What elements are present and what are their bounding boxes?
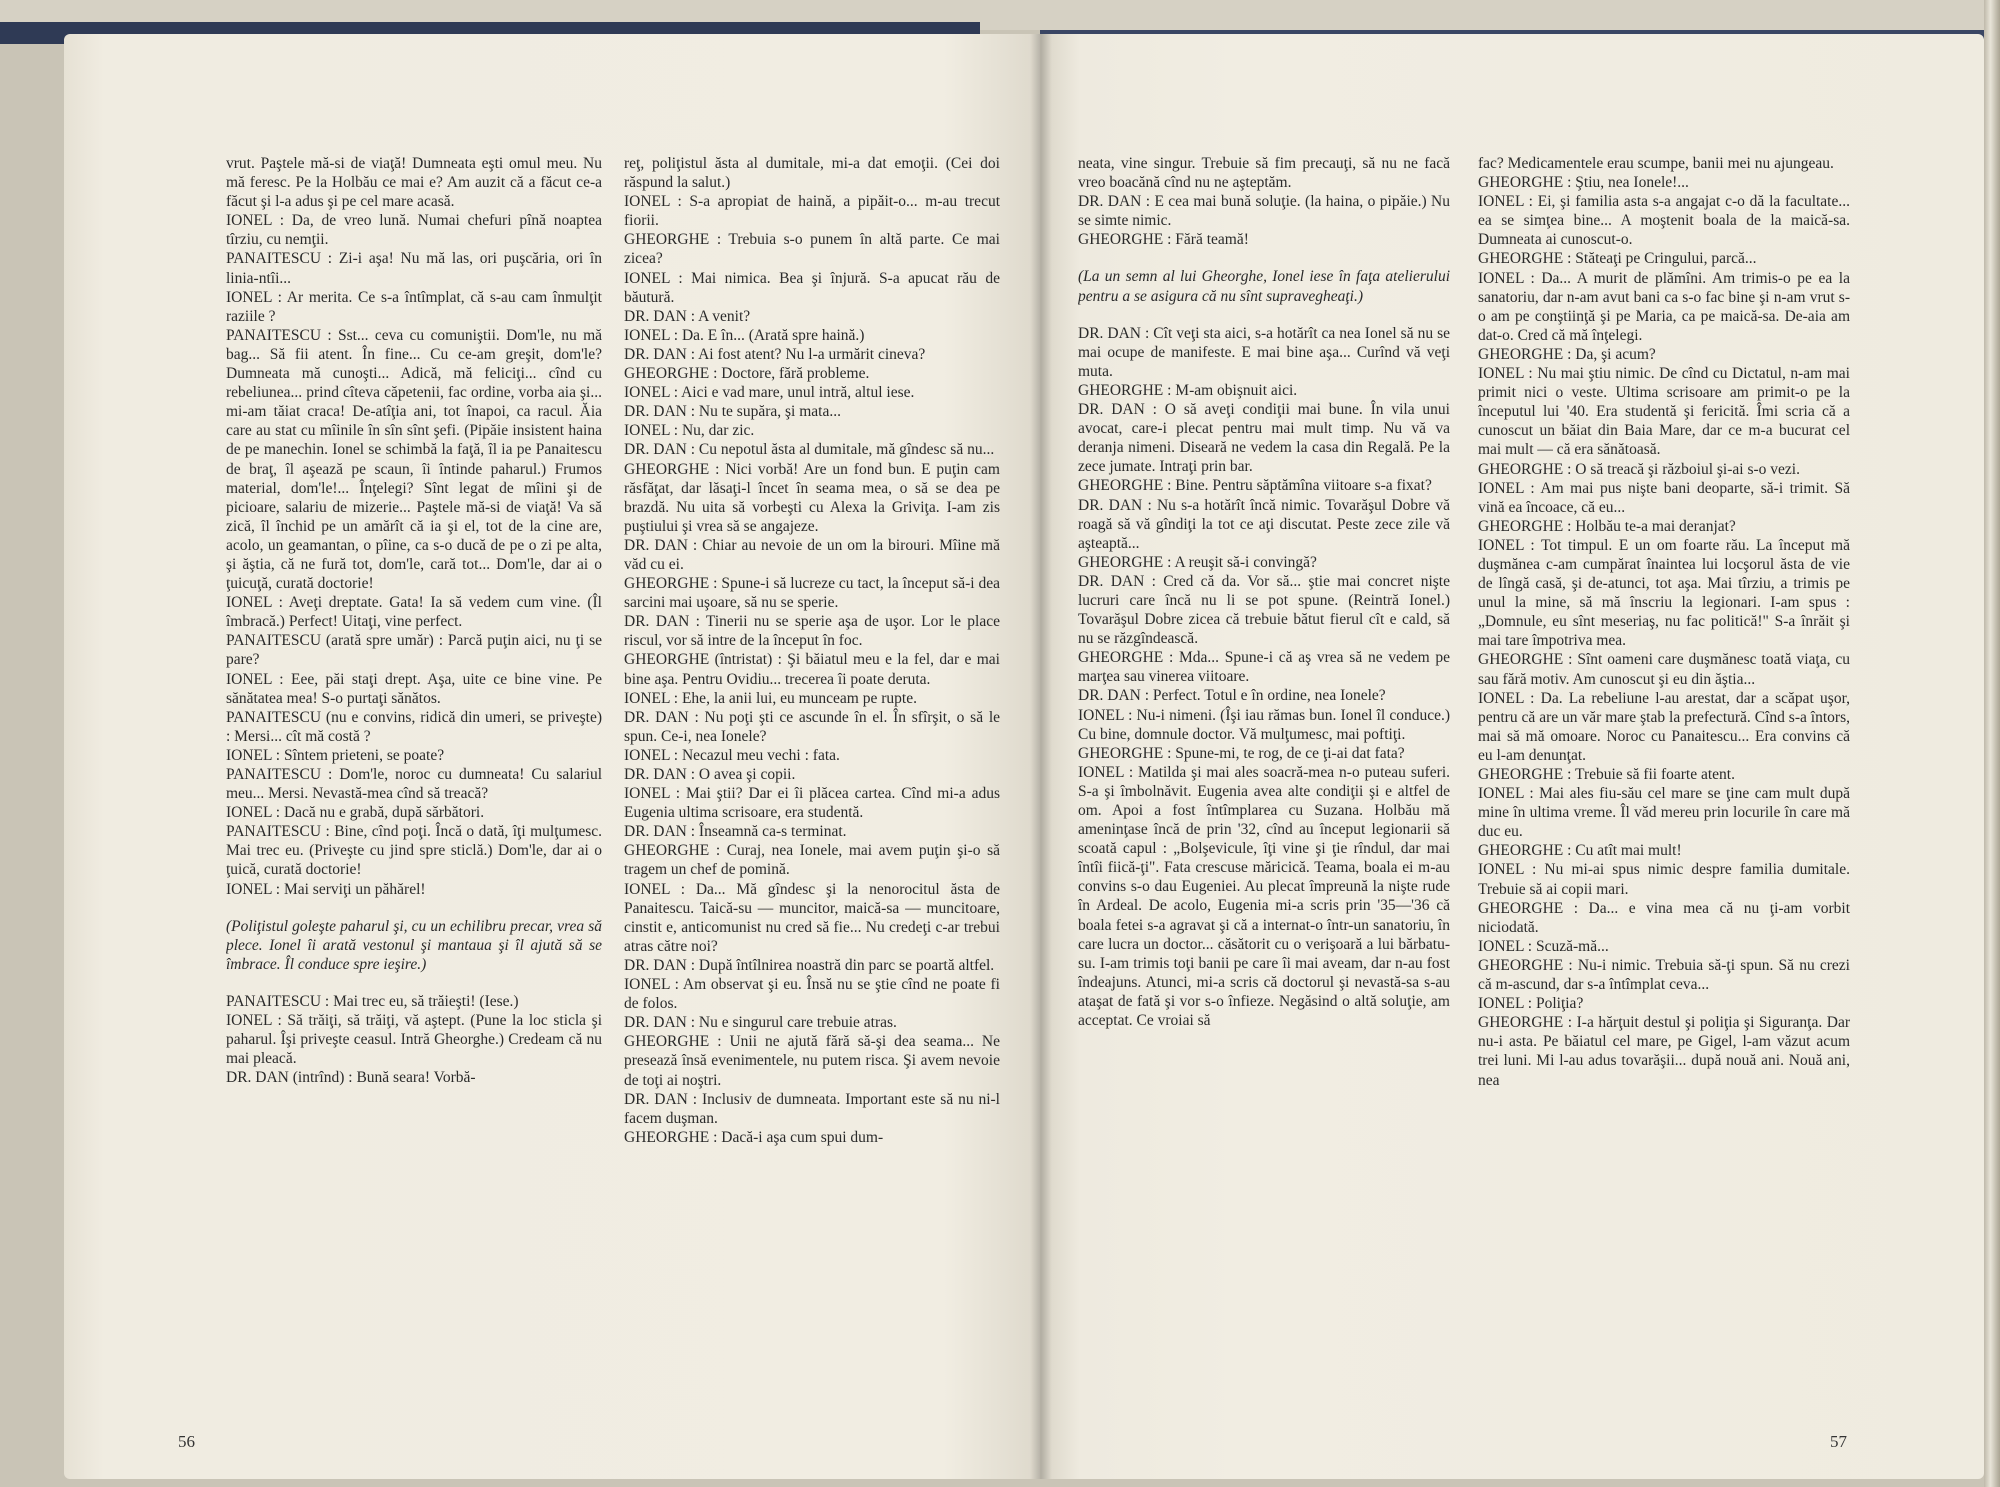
dialogue-paragraph: DR. DAN : Nu e singurul care trebuie atras.	[624, 1014, 897, 1032]
dialogue-paragraph: PANAITESCU : Bine, cînd poţi. Încă o dată, îţi mulţumesc. Mai trec eu. (Priveşte cu jind spre sticlă.) Dom'le, dar ai o ţuică, curată doctorie!	[226, 823, 602, 879]
page-number-right: 57	[1830, 1432, 1847, 1451]
dialogue-paragraph: PANAITESCU : Mai trec eu, să trăieşti! (Iese.)	[226, 992, 519, 1010]
dialogue-paragraph: IONEL : Tot timpul. E un om foarte rău. La început mă duşmănea c-am cumpărat înaintea lui locşorul ăsta de vie de lîngă casă, şi de-atunci, tot aşa. Mai tîrziu, a trimis pe unul la mine, să mă înscriu la legionari. I-am spus : „Domnule, eu sînt meseriaş, nu fac politică!" S-a înrăit şi mai tare împotriva mea.	[1478, 536, 1850, 650]
dialogue-paragraph: PANAITESCU : Dom'le, noroc cu dumneata! Cu salariul meu... Mersi. Nevastă-mea cînd să treacă?	[226, 766, 602, 803]
dialogue-paragraph: GHEORGHE : Doctore, fără probleme.	[624, 365, 870, 383]
dialogue-paragraph: IONEL : Aveţi dreptate. Gata! Ia să vedem cum vine. (Îl îmbracă.) Perfect! Uitaţi, vine perfect.	[226, 594, 602, 631]
dialogue-paragraph: IONEL : Poliţia?	[1478, 995, 1584, 1013]
dialogue-paragraph: GHEORGHE : Spune-i să lucreze cu tact, la început să-i dea sarcini mai uşoare, să nu se sperie.	[624, 575, 1000, 612]
dialogue-paragraph: GHEORGHE : Trebuie să fii foarte atent.	[1478, 766, 1735, 783]
page-number-left: 56	[178, 1432, 195, 1451]
dialogue-paragraph: DR. DAN : O să aveţi condiţii mai bune. În vila unui avocat, care-i plecat pentru mai mult timp. Nu vă va deranja nimeni. Diseară ne vedem la casa din Regală. Pe la zece jumate. Intraţi prin bar.	[1078, 401, 1450, 476]
dialogue-paragraph: IONEL : Necazul meu vechi : fata.	[624, 746, 840, 764]
dialogue-paragraph: IONEL : Da. E în... (Arată spre haină.)	[624, 326, 865, 344]
dialogue-paragraph: DR. DAN : Nu poţi şti ce ascunde în el. În sfîrşit, o să le spun. Ce-i, nea Ionele?	[624, 708, 1000, 745]
dialogue-paragraph: GHEORGHE : Sînt oameni care duşmănesc toată viaţa, cu sau fără motiv. Am cunoscut şi eu din ăştia...	[1478, 651, 1850, 688]
dialogue-paragraph: GHEORGHE : Trebuia s-o punem în altă parte. Ce mai zicea?	[624, 231, 1000, 268]
dialogue-paragraph: IONEL : Nu mai ştiu nimic. De cînd cu Dictatul, n-am mai primit nici o veste. Ultima scrisoare am primit-o pe la începutul lui '40. Era studentă şi fericită. Îmi scria că a cunoscut un băiat din Baia Mare, dar ce m-a bucurat cel mai mult — că era sănătoasă.	[1478, 365, 1850, 459]
dialogue-paragraph: IONEL : Mai ales fiu-său cel mare se ţine cam mult după mine în ultima vreme. Îl văd mereu prin locurile în care mă duc eu.	[1478, 785, 1850, 841]
dialogue-paragraph: GHEORGHE : Nu-i nimic. Trebuia să-ţi spun. Să nu crezi că m-ascund, dar s-a întîmplat ceva...	[1478, 956, 1850, 994]
dialogue-paragraph: IONEL : Am mai pus nişte bani deoparte, să-i trimit. Să vină ea încoace, că eu...	[1478, 479, 1850, 516]
dialogue-paragraph: PANAITESCU : Zi-i aşa! Nu mă las, ori puşcăria, ori în linia-ntîi...	[226, 250, 602, 287]
dialogue-paragraph: DR. DAN : A venit?	[624, 307, 751, 325]
stage-direction: (La un semn al lui Gheorghe, Ionel iese în faţa atelierului pentru a se asigura că nu sînt supravegheaţi.)	[1078, 268, 1450, 305]
dialogue-paragraph: GHEORGHE : I-a hărţuit destul şi poliţia şi Siguranţa. Dar nu-i asta. Pe băiatul cel mare, pe Gigel, l-am văzut acum trei luni. Mi l-au adus tovarăşii... după nouă ani. Nouă ani, nea	[1478, 1014, 1850, 1089]
dialogue-paragraph: DR. DAN : Perfect. Totul e în ordine, nea Ionele?	[1078, 687, 1386, 705]
page-stack-edge	[1984, 0, 2000, 1487]
dialogue-paragraph: IONEL : Să trăiţi, să trăiţi, vă aştept. (Pune la loc sticla şi paharul. Îşi priveşte ceasul. Intră Gheorghe.) Credeam că nu mai pleacă.	[226, 1012, 602, 1068]
left-page	[64, 34, 1040, 1479]
left-page-column-2	[624, 154, 1000, 1384]
dialogue-paragraph: PANAITESCU (arată spre umăr) : Parcă puţin aici, nu ţi se pare?	[226, 632, 602, 669]
dialogue-paragraph: GHEORGHE : Nici vorbă! Are un fond bun. E puţin cam răsfăţat, dar lăsaţi-l încet în seama mea, o să se dea pe brazdă. Nu uita să vorbeşti cu Alexa la Griviţa. I-am zis puştiului şi vrea să se angajeze.	[624, 460, 1000, 535]
dialogue-paragraph: GHEORGHE : Ştiu, nea Ionele!...	[1478, 174, 1689, 192]
dialogue-paragraph: DR. DAN : Nu te supăra, şi mata...	[624, 403, 841, 421]
dialogue-paragraph: DR. DAN : Nu s-a hotărît încă nimic. Tovarăşul Dobre vă roagă să vă gîndiţi la tot ce aţi discutat. Peste zece zile vă aşteaptă...	[1078, 496, 1450, 552]
dialogue-paragraph: IONEL : Ei, şi familia asta s-a angajat c-o dă la facultate... ea se simţea bine... A moştenit boala de la maică-sa. Dumneata ai cunoscut-o.	[1478, 193, 1850, 249]
dialogue-paragraph: IONEL : Nu mi-ai spus nimic despre familia dumitale. Trebuie să ai copii mari.	[1478, 861, 1850, 898]
dialogue-paragraph: DR. DAN (intrînd) : Bună seara! Vorbă-	[226, 1069, 476, 1087]
dialogue-paragraph: IONEL : Matilda şi mai ales soacră-mea n-o puteau suferi. S-a şi îmbolnăvit. Eugenia avea alte condiţii şi e altfel de om. Apoi a fost întîmplarea cu Suzana. Holbău mă ameninţase încă de prin '32, cînd au început legionarii să scoată capul : „Bolşevicule, îţi vine şi ţie rîndul, dar mai întîi fiică-ţi". Fata crescuse măricică. Teama, boala ei m-au convins s-o dau Eugeniei. Au plecat împreună la nişte rude în Ardeal. De acolo, Eugenia mi-a scris prin '35—'36 că boala fetei s-a agravat şi că a internat-o într-un sanatoriu, în care lucra un doctor... căsătorit cu o verişoară a lui bărbatu-su. I-am trimis toţi banii pe care îi mai aveam, dar n-au fost îndeajuns. Atunci, mi-a scris că doctorul şi nevastă-sa s-au ataşat de fată şi vor s-o înfieze. Negăsind o altă soluţie, am acceptat. Ce vroiai să	[1078, 763, 1450, 1030]
dialogue-paragraph: IONEL : Da. La rebeliune l-au arestat, dar a scăpat uşor, pentru că are un văr mare ştab la prefectură. Cînd s-a întors, mai să mă omoare. Noroc cu Panaitescu... Era convins că eu l-am denunţat.	[1478, 689, 1850, 764]
dialogue-paragraph: IONEL : Sîntem prieteni, se poate?	[226, 746, 445, 764]
dialogue-paragraph: IONEL : Da... A murit de plămîni. Am trimis-o pe ea la sanatoriu, dar n-am avut bani ca s-o fac bine şi n-am vrut s-o am pe conştiinţă şi pe Maria, ca pe maică-sa. De-aia am dat-o. Cred că mă înţelegi.	[1478, 269, 1850, 344]
dialogue-paragraph: GHEORGHE : A reuşit să-i convingă?	[1078, 553, 1317, 571]
dialogue-paragraph: IONEL : Mai serviţi un păhărel!	[226, 880, 426, 898]
dialogue-paragraph: IONEL : S-a apropiat de haină, a pipăit-o... m-au trecut fiorii.	[624, 193, 1000, 230]
dialogue-paragraph: IONEL : Aici e vad mare, unul intră, altul iese.	[624, 384, 915, 402]
dialogue-paragraph: GHEORGHE : Da... e vina mea că nu ţi-am vorbit niciodată.	[1478, 899, 1850, 936]
dialogue-paragraph: IONEL : Da... Mă gîndesc şi la nenorocitul ăsta de Panaitescu. Taică-su — muncitor, maică-sa — muncitoare, cinstit e, anticomunist nu cred să fie... Nu credeţi c-ar trebui atras către noi?	[624, 880, 1000, 955]
dialogue-paragraph: IONEL : Eee, păi staţi drept. Aşa, uite ce bine vine. Pe sănătatea mea! S-o purtaţi sănătos.	[226, 670, 602, 707]
dialogue-paragraph: IONEL : Scuză-mă...	[1478, 937, 1609, 955]
dialogue-paragraph: GHEORGHE : M-am obişnuit aici.	[1078, 381, 1298, 399]
dialogue-paragraph: DR. DAN : E cea mai bună soluţie. (la haina, o pipăie.) Nu se simte nimic.	[1078, 193, 1450, 230]
dialogue-paragraph: DR. DAN : După întîlnirea noastră din parc se poartă altfel.	[624, 956, 995, 974]
dialogue-paragraph: reţ, poliţistul ăsta al dumitale, mi-a dat emoţii. (Cei doi răspund la salut.)	[624, 155, 1000, 192]
dialogue-paragraph: IONEL : Da, de vreo lună. Numai chefuri pînă noaptea tîrziu, cu nemţii.	[226, 212, 602, 249]
dialogue-paragraph: GHEORGHE : O să treacă şi războiul şi-ai s-o vezi.	[1478, 460, 1800, 478]
dialogue-paragraph: DR. DAN : Tinerii nu se sperie aşa de uşor. Lor le place riscul, vor să intre de la început în foc.	[624, 613, 1000, 650]
dialogue-paragraph: GHEORGHE (întristat) : Şi băiatul meu e la fel, dar e mai bine aşa. Pentru Ovidiu... trecerea îi poate deruta.	[624, 651, 1000, 688]
dialogue-paragraph: PANAITESCU : Sst... ceva cu comuniştii. Dom'le, nu mă bag... Să fii atent. În fine... Cu ce-am greşit, dom'le? Dumneata mă cunoşti... Adică, mă feliciţi... cînd cu rebeliunea... prind cîteva căpetenii, fac ordine, vorba aia şi... mi-am tăiat craca! De-atîţia ani, tot înapoi, ca racul. Ăia care au stat cu mîinile în sîn sînt şefi. (Pipăie insistent haina de pe manechin. Ionel se schimbă la faţă, îl ia pe Panaitescu de braţ, îl aşează pe scaun, îi întinde paharul.) Frumos material, dom'le!... Înţelegi? Sînt legat de mîini şi de picioare, salariu de mizerie... Paştele mă-si de viaţă! Va să zică, îl închid pe un amărît că ia şi el, tot de la cine are, acolo, un geamantan, o pîine, ca s-o ducă de pe o zi pe alta, şi ăştia, că ne fură tot, dom'le, cară tot... Dom'le, dar ai o ţuicuţă, curată doctorie!	[226, 326, 602, 593]
dialogue-paragraph: GHEORGHE : Unii ne ajută fără să-şi dea seama... Ne presează însă evenimentele, nu putem risca. Şi avem nevoie de toţi ai noştri.	[624, 1033, 1000, 1089]
dialogue-paragraph: GHEORGHE : Da, şi acum?	[1478, 345, 1656, 363]
dialogue-paragraph: neata, vine singur. Trebuie să fim precauţi, să nu ne facă vreo boacănă cînd nu ne aşteptăm.	[1078, 155, 1450, 192]
dialogue-paragraph: GHEORGHE : Mda... Spune-i că aş vrea să ne vedem pe marţea sau vinerea viitoare.	[1078, 649, 1450, 686]
book-spine-shadow	[1030, 34, 1052, 1479]
dialogue-paragraph: IONEL : Ar merita. Ce s-a întîmplat, că s-au cam înmulţit raziile ?	[226, 288, 602, 325]
dialogue-paragraph: DR. DAN : Înseamnă ca-s terminat.	[624, 823, 847, 841]
dialogue-paragraph: GHEORGHE : Stăteaţi pe Cringului, parcă...	[1478, 250, 1757, 268]
dialogue-paragraph: GHEORGHE : Cu atît mai mult!	[1478, 842, 1682, 860]
left-page-column-1	[226, 154, 602, 1384]
dialogue-paragraph: fac? Medicamentele erau scumpe, banii mei nu ajungeau.	[1478, 155, 1834, 172]
dialogue-paragraph: DR. DAN : Ai fost atent? Nu l-a urmărit cineva?	[624, 345, 926, 363]
dialogue-paragraph: IONEL : Nu-i nimeni. (Îşi iau rămas bun. Ionel îl conduce.) Cu bine, domnule doctor. Vă mulţumesc, mai poftiţi.	[1078, 706, 1450, 743]
dialogue-paragraph: GHEORGHE : Holbău te-a mai deranjat?	[1478, 517, 1736, 535]
dialogue-paragraph: DR. DAN : Cu nepotul ăsta al dumitale, mă gîndesc să nu...	[624, 441, 995, 459]
dialogue-paragraph: GHEORGHE : Spune-mi, te rog, de ce ţi-ai dat fata?	[1078, 744, 1405, 762]
dialogue-paragraph: GHEORGHE : Fără teamă!	[1078, 231, 1249, 249]
dialogue-paragraph: GHEORGHE : Curaj, nea Ionele, mai avem puţin şi-o să tragem un chef de pomină.	[624, 842, 1000, 879]
dialogue-paragraph: DR. DAN : O avea şi copii.	[624, 766, 796, 783]
dialogue-paragraph: DR. DAN : Cred că da. Vor să... ştie mai concret nişte lucruri care încă nu li se pot spune. (Reintră Ionel.) Tovarăşul Dobre zicea că trebuie bătut fierul cît e cald, să nu se răzgîndească.	[1078, 572, 1450, 648]
dialogue-paragraph: DR. DAN : Inclusiv de dumneata. Important este să nu ni-l facem duşman.	[624, 1090, 1000, 1127]
dialogue-paragraph: vrut. Paştele mă-si de viaţă! Dumneata eşti omul meu. Nu mă feresc. Pe la Holbău ce mai e? Am auzit că a făcut ce-a făcut şi l-a adus şi pe cel mare acasă.	[226, 155, 602, 211]
dialogue-paragraph: IONEL : Dacă nu e grabă, după sărbători.	[226, 804, 485, 822]
dialogue-paragraph: IONEL : Mai nimica. Bea şi înjură. S-a apucat rău de băutură.	[624, 269, 1000, 306]
dialogue-paragraph: IONEL : Am observat şi eu. Însă nu se ştie cînd ne poate fi de folos.	[624, 976, 1000, 1013]
dialogue-paragraph: GHEORGHE : Bine. Pentru săptămîna viitoare s-a fixat?	[1078, 477, 1432, 495]
dialogue-paragraph: IONEL : Mai ştii? Dar ei îi plăcea cartea. Cînd mi-a adus Eugenia ultima scrisoare, era studentă.	[624, 785, 1000, 822]
dialogue-paragraph: IONEL : Nu, dar zic.	[624, 422, 755, 440]
dialogue-paragraph: DR. DAN : Cît veţi sta aici, s-a hotărît ca nea Ionel să nu se mai ocupe de manifeste. E mai bine aşa... Curînd vă veţi muta.	[1078, 324, 1450, 380]
stage-direction: (Poliţistul goleşte paharul şi, cu un echilibru precar, vrea să plece. Ionel îi arată vestonul şi mantaua şi îl ajută să se îmbrace. Îl conduce spre ieşire.)	[226, 917, 602, 973]
right-page-column-2	[1478, 154, 1850, 1384]
dialogue-paragraph: IONEL : Ehe, la anii lui, eu munceam pe rupte.	[624, 689, 917, 707]
right-page-column-1	[1078, 154, 1450, 1384]
dialogue-paragraph: GHEORGHE : Dacă-i aşa cum spui dum-	[624, 1128, 884, 1146]
dialogue-paragraph: PANAITESCU (nu e convins, ridică din umeri, se priveşte) : Mersi... cît mă costă ?	[226, 708, 602, 745]
dialogue-paragraph: DR. DAN : Chiar au nevoie de un om la birouri. Mîine mă văd cu ei.	[624, 536, 1000, 573]
right-page	[1040, 34, 1984, 1479]
